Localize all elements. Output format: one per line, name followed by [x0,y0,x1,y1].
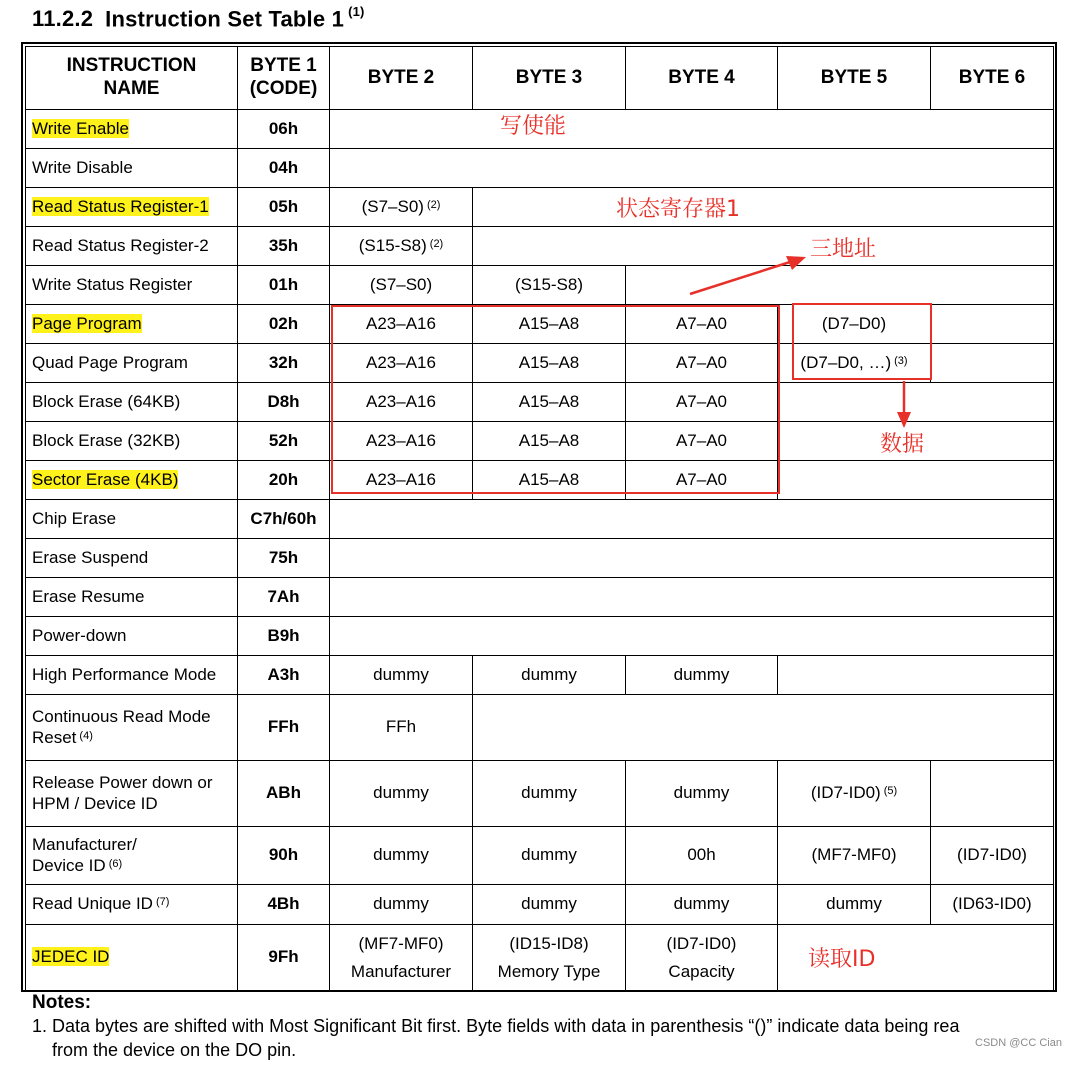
byte5-cell: dummy [778,885,931,925]
instruction-code: C7h/60h [238,500,330,539]
header-byte6: BYTE 6 [931,47,1054,110]
empty-bytes [778,461,1054,500]
byte5-cell: (D7–D0) [778,305,931,344]
instruction-code: 01h [238,266,330,305]
byte2-cell: A23–A16 [330,461,473,500]
empty-bytes [473,695,1054,761]
byte3-cell: dummy [473,885,626,925]
table-row [26,925,1054,991]
byte2-cell: A23–A16 [330,305,473,344]
empty-bytes [473,227,1054,266]
byte4-cell: (ID7-ID0) Capacity [626,925,778,991]
byte6-cell [931,344,1054,383]
byte4-cell: A7–A0 [626,422,778,461]
title-footnote: (1) [348,4,365,19]
empty-bytes [330,617,1054,656]
instruction-name: High Performance Mode [26,656,238,695]
instruction-name: Write Disable [26,149,238,188]
byte3-cell: A15–A8 [473,305,626,344]
byte3-cell: dummy [473,827,626,885]
instruction-name: Manufacturer/ Device ID $^{(6)}$ [26,827,238,885]
instruction-code: 32h [238,344,330,383]
instruction-name: Write Enable [26,110,238,149]
annotation-data: 数据 [880,432,925,457]
byte3-cell: dummy [473,656,626,695]
header-byte3: BYTE 3 [473,47,626,110]
header-instruction-name: INSTRUCTION NAME [26,47,238,110]
instruction-name: Release Power down or HPM / Device ID [26,761,238,827]
byte5-cell: (D7–D0, …) $^{(3)}$ [778,344,931,383]
instruction-name: Erase Suspend [26,539,238,578]
annotation-read-id: 读取ID [808,947,876,972]
instruction-code: 9Fh [238,925,330,991]
instruction-table-frame [21,42,1057,992]
byte2-cell: FFh [330,695,473,761]
instruction-code: 52h [238,422,330,461]
empty-bytes [330,539,1054,578]
instruction-name: Block Erase (32KB) [26,422,238,461]
empty-bytes [330,578,1054,617]
instruction-name: Continuous Read Mode Reset $^{(4)}$ [26,695,238,761]
table-row [26,461,1054,500]
byte2-cell: A23–A16 [330,344,473,383]
table-row [26,383,1054,422]
header-byte5: BYTE 5 [778,47,931,110]
annotation-three-address: 三地址 [810,237,877,262]
table-row [26,761,1054,827]
instruction-name: Chip Erase [26,500,238,539]
byte4-cell: A7–A0 [626,344,778,383]
byte4-cell: A7–A0 [626,383,778,422]
byte3-cell: (S15-S8) [473,266,626,305]
instruction-code: 04h [238,149,330,188]
byte3-cell: A15–A8 [473,461,626,500]
empty-bytes [473,188,1054,227]
section-title [32,6,365,32]
empty-bytes [778,383,1054,422]
byte4-cell: dummy [626,885,778,925]
instruction-name: Power-down [26,617,238,656]
note-1-line-2: from the device on the DO pin. [52,1040,297,1060]
table-row [26,539,1054,578]
empty-bytes [626,266,1054,305]
byte4-cell: dummy [626,761,778,827]
instruction-code: 05h [238,188,330,227]
notes-section [32,992,1076,1062]
header-byte2: BYTE 2 [330,47,473,110]
instruction-name: Read Unique ID $^{(7)}$ [26,885,238,925]
watermark: CSDN @CC Cian [975,1037,1062,1049]
annotation-write-enable: 写使能 [500,114,567,139]
byte4-cell: A7–A0 [626,305,778,344]
instruction-name: Sector Erase (4KB) [26,461,238,500]
section-number: 11.2.2 [32,6,94,32]
instruction-code: 90h [238,827,330,885]
instruction-code: 75h [238,539,330,578]
instruction-name: Read Status Register-2 [26,227,238,266]
byte2-cell: A23–A16 [330,422,473,461]
table-row [26,656,1054,695]
byte3-cell: A15–A8 [473,383,626,422]
instruction-code: 7Ah [238,578,330,617]
header-byte1: BYTE 1 (CODE) [238,47,330,110]
empty-bytes [330,110,1054,149]
annotation-status-register: 状态寄存器1 [616,197,740,222]
instruction-name: JEDEC ID [26,925,238,991]
instruction-code: D8h [238,383,330,422]
table-row [26,500,1054,539]
notes-heading: Notes: [32,992,92,1013]
table-row [26,227,1054,266]
instruction-name: Read Status Register-1 [26,188,238,227]
instruction-code: 02h [238,305,330,344]
byte3-cell: dummy [473,761,626,827]
instruction-name: Write Status Register [26,266,238,305]
table-header-row [26,47,1054,110]
byte4-cell: A7–A0 [626,461,778,500]
instruction-code: FFh [238,695,330,761]
byte4-cell: 00h [626,827,778,885]
empty-bytes [778,656,1054,695]
byte2-cell: dummy [330,761,473,827]
instruction-name: Quad Page Program [26,344,238,383]
table-row [26,188,1054,227]
table-row [26,344,1054,383]
table-row [26,578,1054,617]
header-byte4: BYTE 4 [626,47,778,110]
table-row [26,885,1054,925]
byte2-cell: dummy [330,827,473,885]
empty-bytes [330,149,1054,188]
byte2-cell: (S7–S0) [330,266,473,305]
instruction-name: Block Erase (64KB) [26,383,238,422]
table-row [26,266,1054,305]
note-1-line-1: 1. Data bytes are shifted with Most Significant Bit first. Byte fields with data in parenthesis “()” indicate data being rea [32,1016,960,1036]
byte2-cell: (S15-S8) $^{(2)}$ [330,227,473,266]
table-row [26,617,1054,656]
instruction-code: 4Bh [238,885,330,925]
byte3-cell: A15–A8 [473,344,626,383]
byte2-cell: (S7–S0) $^{(2)}$ [330,188,473,227]
table-row [26,305,1054,344]
byte6-cell: (ID63-ID0) [931,885,1054,925]
instruction-code: ABh [238,761,330,827]
byte5-cell: (ID7-ID0) $^{(5)}$ [778,761,931,827]
table-row [26,149,1054,188]
byte2-cell: (MF7-MF0) Manufacturer [330,925,473,991]
instruction-name: Page Program [26,305,238,344]
byte2-cell: A23–A16 [330,383,473,422]
table-row [26,827,1054,885]
byte6-cell [931,305,1054,344]
byte2-cell: dummy [330,656,473,695]
section-title-text: Instruction Set Table 1 [105,6,345,32]
byte6-cell [931,761,1054,827]
instruction-set-table [25,46,1054,991]
byte6-cell: (ID7-ID0) [931,827,1054,885]
table-row [26,695,1054,761]
byte4-cell: dummy [626,656,778,695]
instruction-code: 06h [238,110,330,149]
instruction-code: 35h [238,227,330,266]
byte3-cell: A15–A8 [473,422,626,461]
instruction-code: B9h [238,617,330,656]
instruction-name: Erase Resume [26,578,238,617]
byte2-cell: dummy [330,885,473,925]
instruction-code: 20h [238,461,330,500]
byte5-cell: (MF7-MF0) [778,827,931,885]
empty-bytes [330,500,1054,539]
instruction-code: A3h [238,656,330,695]
byte3-cell: (ID15-ID8) Memory Type [473,925,626,991]
